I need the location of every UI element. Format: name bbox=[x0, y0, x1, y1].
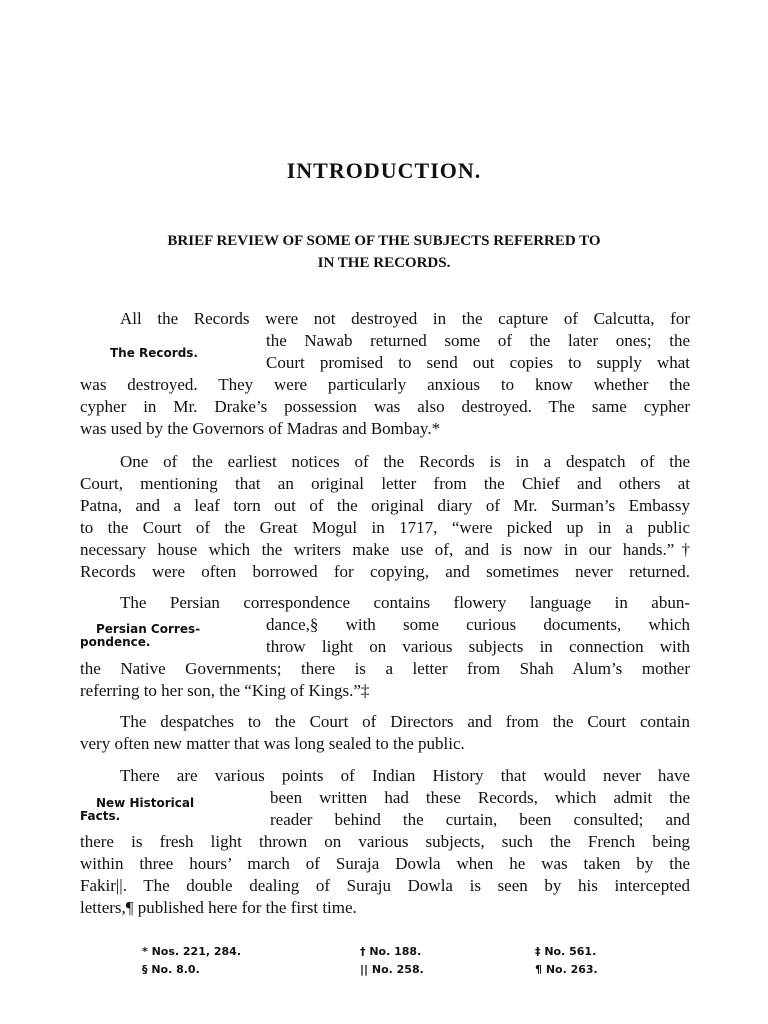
paragraph-line: there is fresh light thrown on various subjects, such the French being bbox=[80, 832, 690, 851]
section-subtitle bbox=[0, 230, 768, 274]
page-title: INTRODUCTION. bbox=[286, 158, 482, 183]
paragraph-line: reader behind the curtain, been consulted; and bbox=[270, 810, 690, 829]
paragraph-line: Court promised to send out copies to supply what bbox=[266, 353, 690, 372]
paragraph-line: There are various points of Indian History that would never have bbox=[120, 766, 690, 785]
paragraph-line: necessary house which the writers make use of, and is now in our hands.”† bbox=[80, 540, 690, 559]
paragraph-line: the Native Governments; there is a letter from Shah Alum’s mother bbox=[80, 659, 690, 678]
paragraph-line: The despatches to the Court of Directors and from the Court contain bbox=[120, 712, 690, 731]
paragraph-line: the Nawab returned some of the later ones; the bbox=[266, 331, 690, 350]
paragraph-line: within three hours’ march of Suraja Dowla when he was taken by the bbox=[80, 854, 690, 873]
side-note-persian: Persian Corres- bbox=[96, 622, 201, 636]
paragraph-line: very often new matter that was long sealed to the public. bbox=[80, 734, 465, 753]
footnote: * Nos. 221, 284. bbox=[142, 945, 242, 958]
paragraph-line: was destroyed. They were particularly anxious to know whether the bbox=[80, 375, 690, 394]
side-note-new-facts: Facts. bbox=[80, 809, 121, 823]
side-note-persian: pondence. bbox=[80, 635, 151, 649]
paragraph-line: to the Court of the Great Mogul in 1717, “were picked up in a public bbox=[80, 518, 690, 537]
paragraph-line: referring to her son, the “King of Kings.”‡ bbox=[80, 681, 370, 700]
subtitle-line: BRIEF REVIEW OF SOME OF THE SUBJECTS REFERRED TO bbox=[167, 233, 601, 249]
paragraph-line: dance,§ with some curious documents, which bbox=[266, 615, 690, 634]
paragraph-line: The Persian correspondence contains flowery language in abun- bbox=[120, 593, 690, 612]
paragraph-line: been written had these Records, which admit the bbox=[270, 788, 690, 807]
paragraph-line: Records were often borrowed for copying, and sometimes never returned. bbox=[80, 562, 690, 581]
paragraph-line: letters,¶ published here for the first time. bbox=[80, 898, 357, 917]
paragraph-line: Patna, and a leaf torn out of the original diary of Mr. Surman’s Embassy bbox=[80, 496, 690, 515]
paragraph-line: cypher in Mr. Drake’s possession was also destroyed. The same cypher bbox=[80, 397, 690, 416]
footnote: ‡ No. 561. bbox=[535, 945, 597, 958]
paragraph-line: Fakir||. The double dealing of Suraju Dowla is seen by his intercepted bbox=[80, 876, 690, 895]
side-note-records: The Records. bbox=[110, 346, 198, 360]
paragraph-line: was used by the Governors of Madras and Bombay.* bbox=[80, 419, 441, 438]
paragraph-line: All the Records were not destroyed in the capture of Calcutta, for bbox=[120, 309, 690, 328]
paragraph-line: Court, mentioning that an original letter from the Chief and others at bbox=[80, 474, 690, 493]
footnote: † No. 188. bbox=[360, 945, 422, 958]
footnote: § No. 8.0. bbox=[142, 963, 200, 976]
subtitle-line: IN THE RECORDS. bbox=[317, 255, 451, 271]
footnote: ¶ No. 263. bbox=[535, 963, 598, 976]
side-note-new-facts: New Historical bbox=[96, 796, 195, 810]
paragraph-line: throw light on various subjects in connection with bbox=[266, 637, 690, 656]
paragraph-line: One of the earliest notices of the Records is in a despatch of the bbox=[120, 452, 690, 471]
footnote: || No. 258. bbox=[360, 963, 424, 976]
